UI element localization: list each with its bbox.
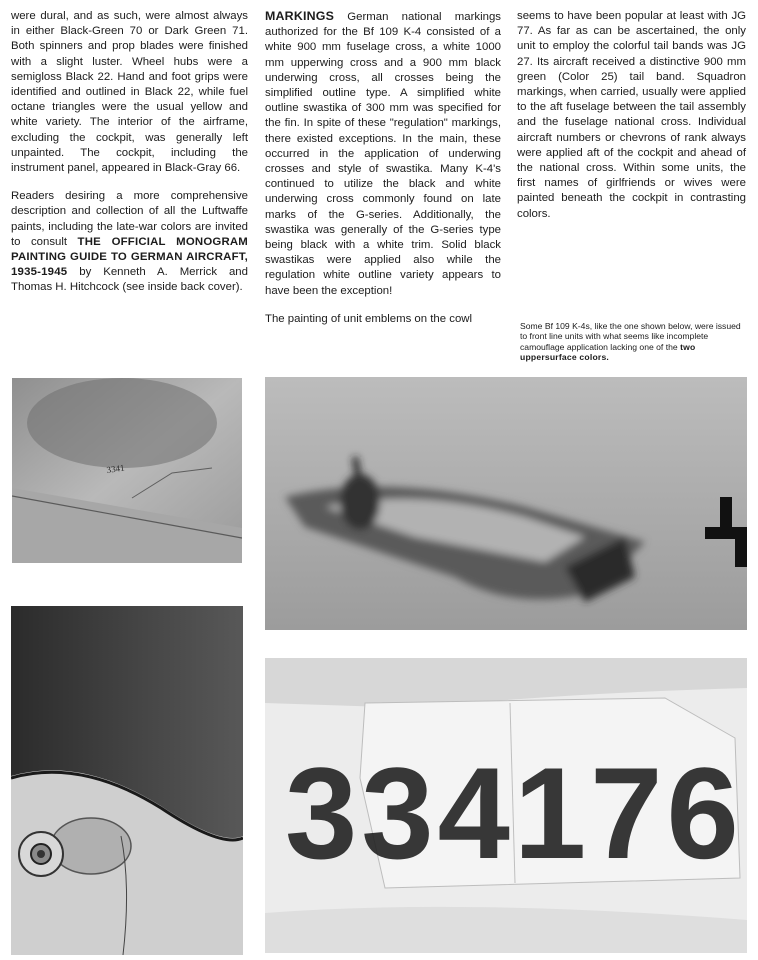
text-column-1	[11, 9, 248, 309]
serial-number-text: 334176	[285, 740, 743, 886]
section-heading: MARKINGS	[265, 9, 335, 23]
stencil-text: 3341	[105, 462, 126, 475]
photo-stencil-closeup	[12, 378, 242, 563]
text-column-3	[517, 9, 746, 235]
caption-text: Some Bf 109 K-4s, like the one shown below, were issued to front line units with what seems like incomplete camouflage application lacking one of the	[520, 321, 741, 352]
reference-authors: by Kenneth A. Merrick and Thomas H. Hitchcock (see inside back cover).	[11, 266, 248, 294]
landing-gear-photo-svg	[11, 606, 243, 955]
serial-number-photo-svg	[265, 658, 747, 953]
paragraph-units: seems to have been popular at least with JG 77. As far as can be ascertained, the only unit to employ the colorful tail bands was JG 27. Its aircraft received a distinctive 900 mm green (Color 25) tail band. Squadron markings, when carried, usually were applied to the aft fuselage between the tail assembly and the fuselage national cross. Individual aircraft numbers or chevrons of rank always were applied aft of the cockpit and ahead of the national cross. Within some units, the first names of girlfriends or wives were painted beneath the cockpit in contrasting colors.	[517, 10, 746, 220]
photo-serial-number	[265, 658, 747, 953]
paragraph-markings	[265, 9, 501, 299]
text-column-2	[265, 9, 501, 340]
caption-bold-text: two uppersurface colors.	[520, 341, 696, 363]
photo-landing-gear	[11, 606, 243, 955]
photo-aircraft-in-flight	[265, 377, 747, 630]
paragraph-paints: were dural, and as such, were almost always in either Black-Green 70 or Dark Green 71. Both spinners and prop blades were finished with a slight luster. Wheel hubs were a semigloss Black 22. Hand and foot grips were identified and outlined in Black 22, while fuel octane triangles were the usual yellow and white variety. The interior of the airframe, excluding the cockpit, was generally left unpainted. The cockpit, including the instrument panel, appeared in Black-Gray 66.	[11, 10, 248, 175]
reference-text: Readers desiring a more comprehensive description and collection of all the Luftwaffe paints, including the late-war colors are invited to consult	[11, 190, 248, 248]
paragraph-reference	[11, 189, 248, 295]
paragraph-emblems: The painting of unit emblems on the cowl	[265, 312, 473, 325]
aircraft-photo-svg	[265, 377, 747, 630]
markings-text: German national markings authorized for the Bf 109 K-4 consisted of a white 900 mm fuselage cross, a white 1000 mm upperwing cross and a 900 mm black underwing cross, all crosses being the simplified outline type. A simplified white outline swastika of 300 mm was specified for the fin. In spite of these "regulation" markings, there existed exceptions. In the main, these occurred in the application of underwing crosses and style of swastika. Many K-4's continued to utilize the black and white underwing cross commonly found on late marks of the G-series. Additionally, the swastika was generally of the G-series type being black with a white trim. Solid black swastikas were applied also while the regulation white outline variety appears to have been the exception!	[265, 11, 501, 297]
book-title: THE OFFICIAL MONOGRAM PAINTING GUIDE TO GERMAN AIRCRAFT, 1935-1945	[11, 235, 248, 279]
stencil-photo-svg	[12, 378, 242, 563]
photo-caption	[520, 321, 749, 363]
